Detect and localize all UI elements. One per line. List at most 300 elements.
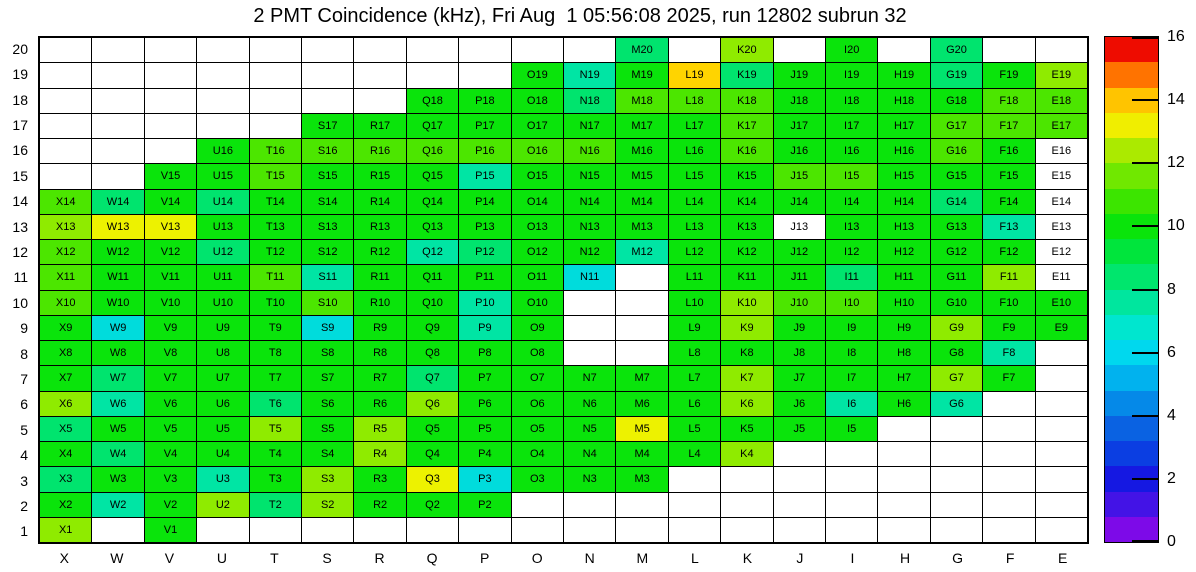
heatmap-cell-T18 (250, 89, 301, 113)
colorbar-band-15 (1105, 163, 1158, 188)
heatmap-cell-N18: N18 (564, 89, 615, 113)
heatmap-cell-S9: S9 (302, 316, 353, 340)
heatmap-cell-M5: M5 (616, 417, 667, 441)
heatmap-cell-U16: U16 (197, 139, 248, 163)
heatmap-cell-L4: L4 (669, 442, 720, 466)
heatmap-cell-W10: W10 (92, 291, 143, 315)
colorbar-tick-4 (1132, 415, 1158, 417)
heatmap-cell-O7: O7 (512, 366, 563, 390)
heatmap-cell-V3: V3 (145, 467, 196, 491)
heatmap-cell-K15: K15 (721, 164, 772, 188)
heatmap-cell-F9: F9 (983, 316, 1034, 340)
heatmap-cell-N6: N6 (564, 392, 615, 416)
heatmap-cell-W18 (92, 89, 143, 113)
heatmap-cell-V12: V12 (145, 240, 196, 264)
heatmap-cell-X9: X9 (40, 316, 91, 340)
heatmap-cell-S19 (302, 63, 353, 87)
heatmap-cell-R4: R4 (354, 442, 405, 466)
heatmap-cell-L17: L17 (669, 114, 720, 138)
heatmap-cell-I16: I16 (826, 139, 877, 163)
heatmap-cell-F16: F16 (983, 139, 1034, 163)
heatmap-cell-X17 (40, 114, 91, 138)
heatmap-cell-U6: U6 (197, 392, 248, 416)
heatmap-cell-N7: N7 (564, 366, 615, 390)
heatmap-cell-H4 (878, 442, 929, 466)
heatmap-cell-K12: K12 (721, 240, 772, 264)
heatmap-cell-W17 (92, 114, 143, 138)
heatmap-cell-J18: J18 (774, 89, 825, 113)
y-axis (0, 36, 31, 544)
heatmap-cell-S6: S6 (302, 392, 353, 416)
heatmap-cell-H8: H8 (878, 341, 929, 365)
heatmap-cell-K11: K11 (721, 265, 772, 289)
colorbar-band-4 (1105, 441, 1158, 466)
heatmap-cell-P1 (459, 518, 510, 542)
heatmap-cell-I15: I15 (826, 164, 877, 188)
colorbar-tick-8 (1132, 289, 1158, 291)
heatmap-cell-N14: N14 (564, 190, 615, 214)
heatmap-cell-E5 (1036, 417, 1087, 441)
heatmap-cell-R13: R13 (354, 215, 405, 239)
heatmap-cell-H14: H14 (878, 190, 929, 214)
heatmap-cell-W20 (92, 38, 143, 62)
heatmap-cell-H10: H10 (878, 291, 929, 315)
heatmap-cell-H7: H7 (878, 366, 929, 390)
heatmap-cell-R2: R2 (354, 493, 405, 517)
heatmap-cell-K2 (721, 493, 772, 517)
heatmap-cell-X15 (40, 164, 91, 188)
heatmap-cell-H16: H16 (878, 139, 929, 163)
heatmap-cell-E7 (1036, 366, 1087, 390)
heatmap-cell-N12: N12 (564, 240, 615, 264)
heatmap-cell-S5: S5 (302, 417, 353, 441)
heatmap-cell-Q10: Q10 (407, 291, 458, 315)
heatmap-cell-J10: J10 (774, 291, 825, 315)
heatmap-cell-X12: X12 (40, 240, 91, 264)
heatmap-cell-M16: M16 (616, 139, 667, 163)
heatmap-cell-M19: M19 (616, 63, 667, 87)
heatmap-cell-L5: L5 (669, 417, 720, 441)
colorbar-band-12 (1105, 239, 1158, 264)
heatmap-cell-T14: T14 (250, 190, 301, 214)
x-axis-label-V: V (164, 550, 175, 566)
heatmap-cell-Q12: Q12 (407, 240, 458, 264)
heatmap-cell-P7: P7 (459, 366, 510, 390)
heatmap-cell-F2 (983, 493, 1034, 517)
heatmap-cell-E10: E10 (1036, 291, 1087, 315)
colorbar-tick-label-8: 8 (1167, 280, 1176, 298)
heatmap-cell-K9: K9 (721, 316, 772, 340)
x-axis-label-H: H (899, 550, 911, 566)
heatmap-cell-F12: F12 (983, 240, 1034, 264)
heatmap-cell-S10: S10 (302, 291, 353, 315)
heatmap-cell-M14: M14 (616, 190, 667, 214)
heatmap-cell-V17 (145, 114, 196, 138)
heatmap-cell-I3 (826, 467, 877, 491)
heatmap-cell-Q1 (407, 518, 458, 542)
heatmap-cell-I19: I19 (826, 63, 877, 87)
heatmap-cell-T6: T6 (250, 392, 301, 416)
heatmap-cell-W1 (92, 518, 143, 542)
heatmap-cell-I8: I8 (826, 341, 877, 365)
heatmap-cell-R5: R5 (354, 417, 405, 441)
heatmap-cell-G13: G13 (931, 215, 982, 239)
colorbar-tick-label-0: 0 (1167, 533, 1176, 550)
heatmap-cell-G4 (931, 442, 982, 466)
x-axis (38, 550, 1089, 568)
heatmap-cell-M15: M15 (616, 164, 667, 188)
heatmap-cell-T17 (250, 114, 301, 138)
heatmap-cell-Q13: Q13 (407, 215, 458, 239)
heatmap-cell-P2: P2 (459, 493, 510, 517)
heatmap-cell-H17: H17 (878, 114, 929, 138)
heatmap-cell-Q7: Q7 (407, 366, 458, 390)
heatmap-cell-X3: X3 (40, 467, 91, 491)
heatmap-cell-P5: P5 (459, 417, 510, 441)
heatmap-cell-F7: F7 (983, 366, 1034, 390)
heatmap-cell-E20 (1036, 38, 1087, 62)
heatmap-cell-U14: U14 (197, 190, 248, 214)
heatmap-cell-Q20 (407, 38, 458, 62)
heatmap-cell-N17: N17 (564, 114, 615, 138)
heatmap-cell-U19 (197, 63, 248, 87)
heatmap-cell-X11: X11 (40, 265, 91, 289)
heatmap-cell-O9: O9 (512, 316, 563, 340)
heatmap-cell-O2 (512, 493, 563, 517)
heatmap-cell-U17 (197, 114, 248, 138)
heatmap-cell-H5 (878, 417, 929, 441)
heatmap-cell-U7: U7 (197, 366, 248, 390)
heatmap-cell-F4 (983, 442, 1034, 466)
heatmap-cell-V5: V5 (145, 417, 196, 441)
heatmap-cell-R10: R10 (354, 291, 405, 315)
heatmap-cell-T13: T13 (250, 215, 301, 239)
heatmap-cell-L9: L9 (669, 316, 720, 340)
heatmap-cell-H9: H9 (878, 316, 929, 340)
heatmap-cell-W4: W4 (92, 442, 143, 466)
colorbar-band-17 (1105, 113, 1158, 138)
heatmap-cell-G12: G12 (931, 240, 982, 264)
heatmap-cell-W15 (92, 164, 143, 188)
y-axis-label-19: 19 (12, 66, 28, 83)
y-axis-label-10: 10 (12, 294, 28, 311)
heatmap-cell-R11: R11 (354, 265, 405, 289)
heatmap-cell-O18: O18 (512, 89, 563, 113)
heatmap-cell-J1 (774, 518, 825, 542)
heatmap-cell-O19: O19 (512, 63, 563, 87)
heatmap-cell-S4: S4 (302, 442, 353, 466)
heatmap-cell-U11: U11 (197, 265, 248, 289)
heatmap-cell-K16: K16 (721, 139, 772, 163)
heatmap-cell-R18 (354, 89, 405, 113)
heatmap-cell-F14: F14 (983, 190, 1034, 214)
heatmap-cell-L12: L12 (669, 240, 720, 264)
heatmap-cell-T8: T8 (250, 341, 301, 365)
heatmap-cell-E17: E17 (1036, 114, 1087, 138)
y-axis-label-5: 5 (20, 421, 28, 438)
heatmap-cell-V14: V14 (145, 190, 196, 214)
heatmap-cell-T1 (250, 518, 301, 542)
heatmap-cell-E4 (1036, 442, 1087, 466)
heatmap-cell-H2 (878, 493, 929, 517)
heatmap-cell-L18: L18 (669, 89, 720, 113)
heatmap-cell-T10: T10 (250, 291, 301, 315)
heatmap-cell-G17: G17 (931, 114, 982, 138)
heatmap-cell-G3 (931, 467, 982, 491)
heatmap-cell-S3: S3 (302, 467, 353, 491)
heatmap-cell-N2 (564, 493, 615, 517)
heatmap-cell-M9 (616, 316, 667, 340)
heatmap-cell-K3 (721, 467, 772, 491)
heatmap-cell-S12: S12 (302, 240, 353, 264)
heatmap-cell-L20 (669, 38, 720, 62)
heatmap-cell-I5: I5 (826, 417, 877, 441)
heatmap-cell-X19 (40, 63, 91, 87)
colorbar-tick-label-2: 2 (1167, 469, 1176, 487)
x-axis-label-U: U (216, 550, 227, 566)
heatmap-cell-R19 (354, 63, 405, 87)
heatmap-cell-N20 (564, 38, 615, 62)
heatmap-cell-G8: G8 (931, 341, 982, 365)
heatmap-cell-P11: P11 (459, 265, 510, 289)
heatmap-cell-X1: X1 (40, 518, 91, 542)
heatmap-cell-N11: N11 (564, 265, 615, 289)
heatmap-cell-V16 (145, 139, 196, 163)
heatmap-cell-N5: N5 (564, 417, 615, 441)
heatmap-cell-P19 (459, 63, 510, 87)
heatmap-cell-O10: O10 (512, 291, 563, 315)
heatmap-cell-E9: E9 (1036, 316, 1087, 340)
heatmap-cell-E2 (1036, 493, 1087, 517)
heatmap-cell-P15: P15 (459, 164, 510, 188)
heatmap-cell-W12: W12 (92, 240, 143, 264)
heatmap-cell-L14: L14 (669, 190, 720, 214)
heatmap-cell-N13: N13 (564, 215, 615, 239)
heatmap-cell-J12: J12 (774, 240, 825, 264)
heatmap-cell-T11: T11 (250, 265, 301, 289)
heatmap-cell-J13: J13 (774, 215, 825, 239)
colorbar-band-9 (1105, 315, 1158, 340)
heatmap-cell-L16: L16 (669, 139, 720, 163)
heatmap-cell-Q18: Q18 (407, 89, 458, 113)
heatmap-cell-F10: F10 (983, 291, 1034, 315)
heatmap-cell-U2: U2 (197, 493, 248, 517)
heatmap-cell-Q2: Q2 (407, 493, 458, 517)
heatmap-cell-H18: H18 (878, 89, 929, 113)
heatmap-cell-F15: F15 (983, 164, 1034, 188)
heatmap-cell-T15: T15 (250, 164, 301, 188)
heatmap-cell-I13: I13 (826, 215, 877, 239)
heatmap-cell-R9: R9 (354, 316, 405, 340)
heatmap-cell-P3: P3 (459, 467, 510, 491)
heatmap-cell-P6: P6 (459, 392, 510, 416)
heatmap-cell-V20 (145, 38, 196, 62)
heatmap-cell-N10 (564, 291, 615, 315)
heatmap-cell-M1 (616, 518, 667, 542)
heatmap-cell-E16: E16 (1036, 139, 1087, 163)
heatmap-cell-G19: G19 (931, 63, 982, 87)
heatmap-cell-M20: M20 (616, 38, 667, 62)
heatmap-cell-G10: G10 (931, 291, 982, 315)
heatmap-cell-S1 (302, 518, 353, 542)
colorbar-band-7 (1105, 365, 1158, 390)
colorbar-tick-16 (1132, 37, 1158, 39)
heatmap-cell-U18 (197, 89, 248, 113)
heatmap-cell-F13: F13 (983, 215, 1034, 239)
heatmap-cell-P10: P10 (459, 291, 510, 315)
heatmap-cell-W8: W8 (92, 341, 143, 365)
heatmap-cell-R7: R7 (354, 366, 405, 390)
heatmap-cell-H6: H6 (878, 392, 929, 416)
heatmap-cell-W11: W11 (92, 265, 143, 289)
heatmap-cell-H1 (878, 518, 929, 542)
heatmap-cell-J4 (774, 442, 825, 466)
heatmap-cell-O11: O11 (512, 265, 563, 289)
heatmap-cell-R8: R8 (354, 341, 405, 365)
heatmap-cell-K14: K14 (721, 190, 772, 214)
colorbar-tick-10 (1132, 225, 1158, 227)
colorbar-band-2 (1105, 492, 1158, 517)
heatmap-cell-S15: S15 (302, 164, 353, 188)
heatmap-cell-L3 (669, 467, 720, 491)
heatmap-cell-M8 (616, 341, 667, 365)
heatmap-cell-S11: S11 (302, 265, 353, 289)
heatmap-cell-J20 (774, 38, 825, 62)
heatmap-cell-S8: S8 (302, 341, 353, 365)
heatmap-cell-M11 (616, 265, 667, 289)
heatmap-cell-T19 (250, 63, 301, 87)
heatmap-cell-G7: G7 (931, 366, 982, 390)
heatmap-cell-O4: O4 (512, 442, 563, 466)
heatmap-cell-H11: H11 (878, 265, 929, 289)
heatmap-cell-T12: T12 (250, 240, 301, 264)
heatmap-cell-O3: O3 (512, 467, 563, 491)
colorbar-band-19 (1105, 62, 1158, 87)
heatmap-cell-G1 (931, 518, 982, 542)
heatmap-cell-J16: J16 (774, 139, 825, 163)
heatmap-cell-X4: X4 (40, 442, 91, 466)
heatmap-cell-L19: L19 (669, 63, 720, 87)
heatmap-cell-V2: V2 (145, 493, 196, 517)
y-axis-label-1: 1 (20, 523, 28, 540)
heatmap-cell-H13: H13 (878, 215, 929, 239)
heatmap-cell-O14: O14 (512, 190, 563, 214)
colorbar-tick-label-16: 16 (1167, 28, 1185, 45)
heatmap-cell-P18: P18 (459, 89, 510, 113)
heatmap-cell-J5: J5 (774, 417, 825, 441)
heatmap-cell-V11: V11 (145, 265, 196, 289)
heatmap-cell-O13: O13 (512, 215, 563, 239)
heatmap-cell-K5: K5 (721, 417, 772, 441)
heatmap-cell-Q3: Q3 (407, 467, 458, 491)
colorbar-band-10 (1105, 290, 1158, 315)
heatmap-cell-J9: J9 (774, 316, 825, 340)
heatmap-cell-N1 (564, 518, 615, 542)
heatmap-cell-Q17: Q17 (407, 114, 458, 138)
heatmap-cell-J14: J14 (774, 190, 825, 214)
x-axis-label-L: L (690, 550, 699, 566)
heatmap-cell-X7: X7 (40, 366, 91, 390)
heatmap-cell-U15: U15 (197, 164, 248, 188)
heatmap-cell-S14: S14 (302, 190, 353, 214)
heatmap-cell-G18: G18 (931, 89, 982, 113)
heatmap-cell-W2: W2 (92, 493, 143, 517)
heatmap-cell-V4: V4 (145, 442, 196, 466)
heatmap-cell-T20 (250, 38, 301, 62)
y-axis-label-13: 13 (12, 218, 28, 235)
heatmap-cell-O20 (512, 38, 563, 62)
heatmap-cell-E13: E13 (1036, 215, 1087, 239)
x-axis-label-S: S (322, 550, 332, 566)
y-axis-label-16: 16 (12, 142, 28, 159)
heatmap-cell-E18: E18 (1036, 89, 1087, 113)
y-axis-label-8: 8 (20, 345, 28, 362)
heatmap-cell-O5: O5 (512, 417, 563, 441)
heatmap-cell-X5: X5 (40, 417, 91, 441)
heatmap-cell-H12: H12 (878, 240, 929, 264)
heatmap-cell-J8: J8 (774, 341, 825, 365)
heatmap-cell-W3: W3 (92, 467, 143, 491)
heatmap-cell-R6: R6 (354, 392, 405, 416)
heatmap-cell-F6 (983, 392, 1034, 416)
x-axis-label-I: I (850, 550, 855, 566)
heatmap-cell-T7: T7 (250, 366, 301, 390)
heatmap-cell-J7: J7 (774, 366, 825, 390)
heatmap-cell-F5 (983, 417, 1034, 441)
heatmap-cell-W13: W13 (92, 215, 143, 239)
heatmap-cell-G16: G16 (931, 139, 982, 163)
heatmap-cell-E6 (1036, 392, 1087, 416)
heatmap-cell-L15: L15 (669, 164, 720, 188)
heatmap-cell-T16: T16 (250, 139, 301, 163)
heatmap-cell-U13: U13 (197, 215, 248, 239)
heatmap-cell-K18: K18 (721, 89, 772, 113)
heatmap-cell-K1 (721, 518, 772, 542)
heatmap-cell-W6: W6 (92, 392, 143, 416)
heatmap-cell-N4: N4 (564, 442, 615, 466)
y-axis-label-11: 11 (13, 269, 28, 286)
colorbar-band-20 (1105, 37, 1158, 62)
heatmap-cell-E11: E11 (1036, 265, 1087, 289)
heatmap-cell-T4: T4 (250, 442, 301, 466)
heatmap-cell-I14: I14 (826, 190, 877, 214)
heatmap-cell-N3: N3 (564, 467, 615, 491)
heatmap-cell-P16: P16 (459, 139, 510, 163)
heatmap-cell-P4: P4 (459, 442, 510, 466)
heatmap-cell-W9: W9 (92, 316, 143, 340)
heatmap-cell-I17: I17 (826, 114, 877, 138)
heatmap-cell-G2 (931, 493, 982, 517)
colorbar-tick-0 (1132, 540, 1158, 542)
colorbar-band-14 (1105, 189, 1158, 214)
heatmap-cell-L11: L11 (669, 265, 720, 289)
heatmap-cell-Q5: Q5 (407, 417, 458, 441)
heatmap-cell-M7: M7 (616, 366, 667, 390)
heatmap-cell-G9: G9 (931, 316, 982, 340)
heatmap-cell-O12: O12 (512, 240, 563, 264)
heatmap-cell-X8: X8 (40, 341, 91, 365)
colorbar-tick-label-14: 14 (1167, 91, 1185, 109)
x-axis-label-X: X (59, 550, 69, 566)
heatmap-cell-X2: X2 (40, 493, 91, 517)
heatmap-cell-J2 (774, 493, 825, 517)
heatmap-cell-V13: V13 (145, 215, 196, 239)
colorbar-tick-label-6: 6 (1167, 343, 1176, 361)
heatmap-cell-I11: I11 (826, 265, 877, 289)
heatmap-cell-U4: U4 (197, 442, 248, 466)
x-axis-label-P: P (479, 550, 490, 566)
heatmap-cell-X16 (40, 139, 91, 163)
